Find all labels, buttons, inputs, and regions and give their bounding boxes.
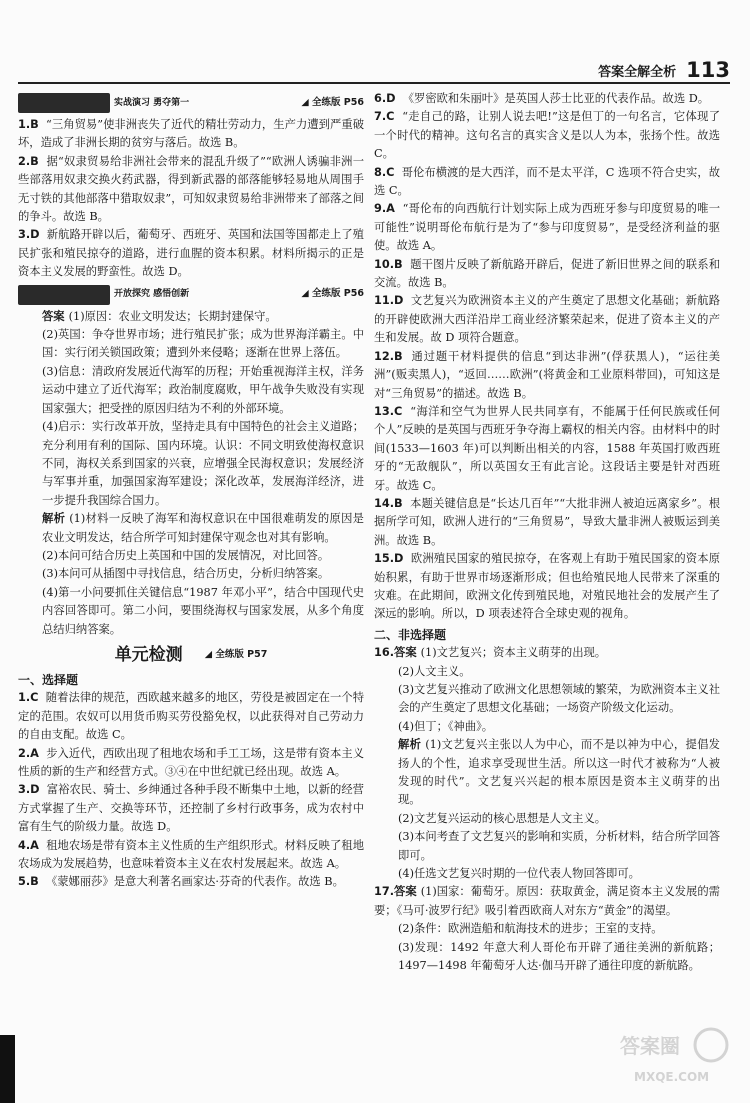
analysis-line: (3)本问考查了文艺复兴的影响和实质，分析材料，结合所学回答即可。	[398, 830, 720, 862]
unit-test-heading	[18, 641, 364, 669]
answer-item: 1.B “三角贸易”使非洲丧失了近代的精壮劳动力，生产力遭到严重破坏，造成了非洲长期的贫穷与落后。故选 B。	[18, 118, 364, 150]
answer-item: 8.C 哥伦布横渡的是大西洋，而不是太平洋，C 选项不符合史实，故选 C。	[374, 165, 720, 198]
answer-item: 3.D 富裕农民、骑士、乡绅通过各种手段不断集中土地，以新的经营方式掌握了生产、交换等环节，还控制了乡村行政事务，成为农村中富有生气的阶级力量。故选 D。	[18, 783, 364, 834]
section-bar-tag: 开放探究 感悟创新	[114, 289, 190, 300]
answer-line: (2)人文主义。	[398, 664, 471, 678]
answer-item: 1.C 随着法律的规范，西欧越来越多的地区，劳役是被固定在一个特定的范围。农奴可以用货币购买劳役豁免权，以此获得对自己劳动力的自由支配。故选 C。	[18, 691, 364, 742]
analysis-line: (2)文艺复兴运动的核心思想是人文主义。	[398, 811, 607, 825]
header-rule	[18, 82, 730, 84]
unit-title: 单元检测	[114, 644, 183, 665]
answer-item: 15.D 欧洲殖民国家的殖民掠夺，在客观上有助于殖民国家的资本原始积累，有助于世界市场逐渐形成；但也给殖民地人民带来了深重的灾难。在此期间，欧洲文化传到殖民地，对殖民地社会的发展产生了深远的影响。所以，D 项表述符合全球史观的视角。	[374, 552, 720, 621]
answer-line: (3)信息：清政府发展近代海军的历程；开始重视海洋主权，洋务运动中建立了近代海军；政治制度腐败，甲午战争失败没有实现国家强大；把受挫的原因归结为不利的外部环境。	[42, 364, 364, 415]
arrow-icon: ◢	[301, 288, 309, 300]
analysis-line: (3)本问可从插图中寻找信息，结合历史，分析归纳答案。	[42, 567, 330, 581]
answer-item: 11.D 文艺复兴为欧洲资本主义的产生奠定了思想文化基础；新航路的开辟使欧洲大西洋沿岸工商业经济繁荣起来，促进了资本主义的产生和发展。故 D 项符合题意。	[374, 294, 720, 345]
section-bar-block	[18, 93, 110, 113]
answer-line: (3)发现：1492 年意大利人哥伦布开辟了通往美洲的新航路；1497—1498 年葡萄牙人达·伽马开辟了通往印度的新航路。	[398, 940, 720, 973]
answer-item: 13.C “海洋和空气为世界人民共同享有，不能属于任何民族或任何个人”反映的是英国与西班牙争夺海上霸权的相关内容。由材料中的时间(1533—1603 年)可以判断出相关的内容，1588 年英国打败西班牙的“无敌舰队”，所以英国女王有此言论。这段话主要是针对西班牙。故选 C。	[374, 404, 720, 492]
page-reference: ◢ 全练版 P56	[301, 96, 364, 108]
analysis-block: 解析 (1)材料一反映了海军和海权意识在中国很难萌发的原因是农业文明发达，结合所学可知封建保守观念也对其有影响。	[42, 512, 364, 544]
answer-block: 答案 (1)原因：农业文明发达；长期封建保守。	[42, 309, 277, 323]
answer-item: 4.A 租地农场是带有资本主义性质的生产组织形式。材料反映了租地农场成为发展趋势，也意味着资本主义在农村发展起来。故选 A。	[18, 838, 364, 871]
analysis-line: (4)第一小问要抓住关键信息“1987 年邓小平”，结合中国现代史内容回答即可。第二小问，要围绕海权与国家发展，从多个角度总结归纳答案。	[42, 585, 364, 636]
answer-block: 17.答案 (1)国家：葡萄牙。原因：获取黄金，满足资本主义发展的需要；《马可·波罗行纪》吸引着西欧商人对东方“黄金”的渴望。	[374, 885, 720, 917]
page-reference: ◢ 全练版 P57	[204, 648, 268, 660]
page-reference: ◢ 全练版 P56	[301, 288, 364, 300]
section-bar-tag: 实战演习 勇夺第一	[114, 97, 190, 108]
analysis-block: 解析 (1)文艺复兴主张以人为中心，而不是以神为中心，提倡发扬人的个性，追求享受现世生活。所以这一时代才被称为“人被发现的时代”。文艺复兴兴起的根本原因是资本主义萌芽的出现。	[398, 738, 720, 807]
header-label: 答案全解全析	[598, 65, 677, 80]
answer-line: (3)文艺复兴推动了欧洲文化思想领域的繁荣，为欧洲资本主义社会的产生奠定了思想文化基础；一场资产阶级文化运动。	[398, 683, 720, 715]
analysis-line: (4)任选文艺复兴时期的一位代表人物回答即可。	[398, 867, 640, 881]
right-column	[374, 90, 720, 976]
page-edge-tab	[0, 1035, 15, 1103]
section-bar-block	[18, 285, 110, 305]
svg-text:MXQE.COM: MXQE.COM	[634, 1070, 710, 1084]
answer-block: 16.答案 (1)文艺复兴；资本主义萌芽的出现。	[374, 646, 607, 660]
svg-text:答案圈: 答案圈	[620, 1034, 680, 1058]
arrow-icon: ◢	[204, 648, 212, 660]
section-heading: 一、选择题	[18, 672, 79, 687]
section-bar-practice	[18, 92, 364, 114]
page-number: 113	[686, 58, 730, 82]
answer-item: 14.B 本题关键信息是“长达几百年”“大批非洲人被迫远离家乡”。根据所学可知，欧洲人进行的“三角贸易”，导致大量非洲人被贩运到美洲。故选 B。	[374, 496, 721, 547]
answer-line: (2)英国：争夺世界市场；进行殖民扩张；成为世界海洋霸主。中国：实行闭关锁国政策；遭到外来侵略；逐渐在世界上落伍。	[42, 328, 364, 360]
answer-item: 12.B 通过题干材料提供的信息“到达非洲”(俘获黑人)，“运往美洲”(贩卖黑人)，“返回……欧洲”(将黄金和工业原料带回)，可知这是对“三角贸易”的描述。故选 B。	[374, 349, 720, 400]
answer-item: 2.B 据“奴隶贸易给非洲社会带来的混乱升级了”“欧洲人诱骗非洲一些部落用奴隶交换火药武器，得到新武器的部落能够轻易地从周围手无寸铁的其他部落中猎取奴隶”，可知奴隶贸易给非洲带来了部落之间的争斗。故选 B。	[18, 154, 364, 224]
answer-item: 9.A “哥伦布的向西航行计划实际上成为西班牙参与印度贸易的唯一可能性”说明哥伦布航行是为了“参与印度贸易”，是受经济利益的驱使。故选 A。	[374, 202, 721, 253]
answer-item: 3.D 新航路开辟以后，葡萄牙、西班牙、英国和法国等国都走上了殖民扩张和殖民掠夺的道路，进行血腥的资本积累。材料所揭示的正是资本主义发展的野蛮性。故选 D。	[18, 228, 364, 279]
answer-item: 10.B 题干图片反映了新航路开辟后，促进了新旧世界之间的联系和交流。故选 B。	[374, 257, 720, 290]
left-column	[18, 90, 364, 892]
answer-item: 5.B 《蒙娜丽莎》是意大利著名画家达·芬奇的代表作。故选 B。	[18, 875, 344, 889]
section-bar-explore	[18, 284, 364, 306]
answer-line: (4)启示：实行改革开放，坚持走具有中国特色的社会主义道路；充分利用有利的国际、国内环境。认识：不同文明致使海权意识不同，海权关系到国家的兴衰，应增强全民海权意识；发展经济与军事并重，加强国家海军建设；深化改革，发展海洋经济，进一步提升我国综合国力。	[42, 420, 364, 507]
answer-line: (4)但丁；《神曲》。	[398, 719, 494, 733]
page-header	[585, 58, 730, 80]
section-heading: 二、非选择题	[374, 627, 447, 642]
answer-line: (2)条件：欧洲造船和航海技术的进步；王室的支持。	[398, 922, 663, 936]
answer-item: 2.A 步入近代，西欧出现了租地农场和手工工场，这是带有资本主义性质的新的生产和经营方式。③④在中世纪就已经出现。故选 A。	[18, 746, 364, 778]
arrow-icon: ◢	[301, 96, 309, 108]
analysis-line: (2)本问可结合历史上英国和中国的发展情况，对比回答。	[42, 548, 330, 562]
answer-item: 6.D 《罗密欧和朱丽叶》是英国人莎士比亚的代表作品。故选 D。	[374, 92, 710, 105]
answer-item: 7.C “走自己的路，让别人说去吧!”这是但丁的一句名言，它体现了一个时代的精神。这句名言的真实含义是以人为本，张扬个性。故选 C。	[374, 110, 721, 161]
watermark-logo	[616, 1021, 736, 1089]
